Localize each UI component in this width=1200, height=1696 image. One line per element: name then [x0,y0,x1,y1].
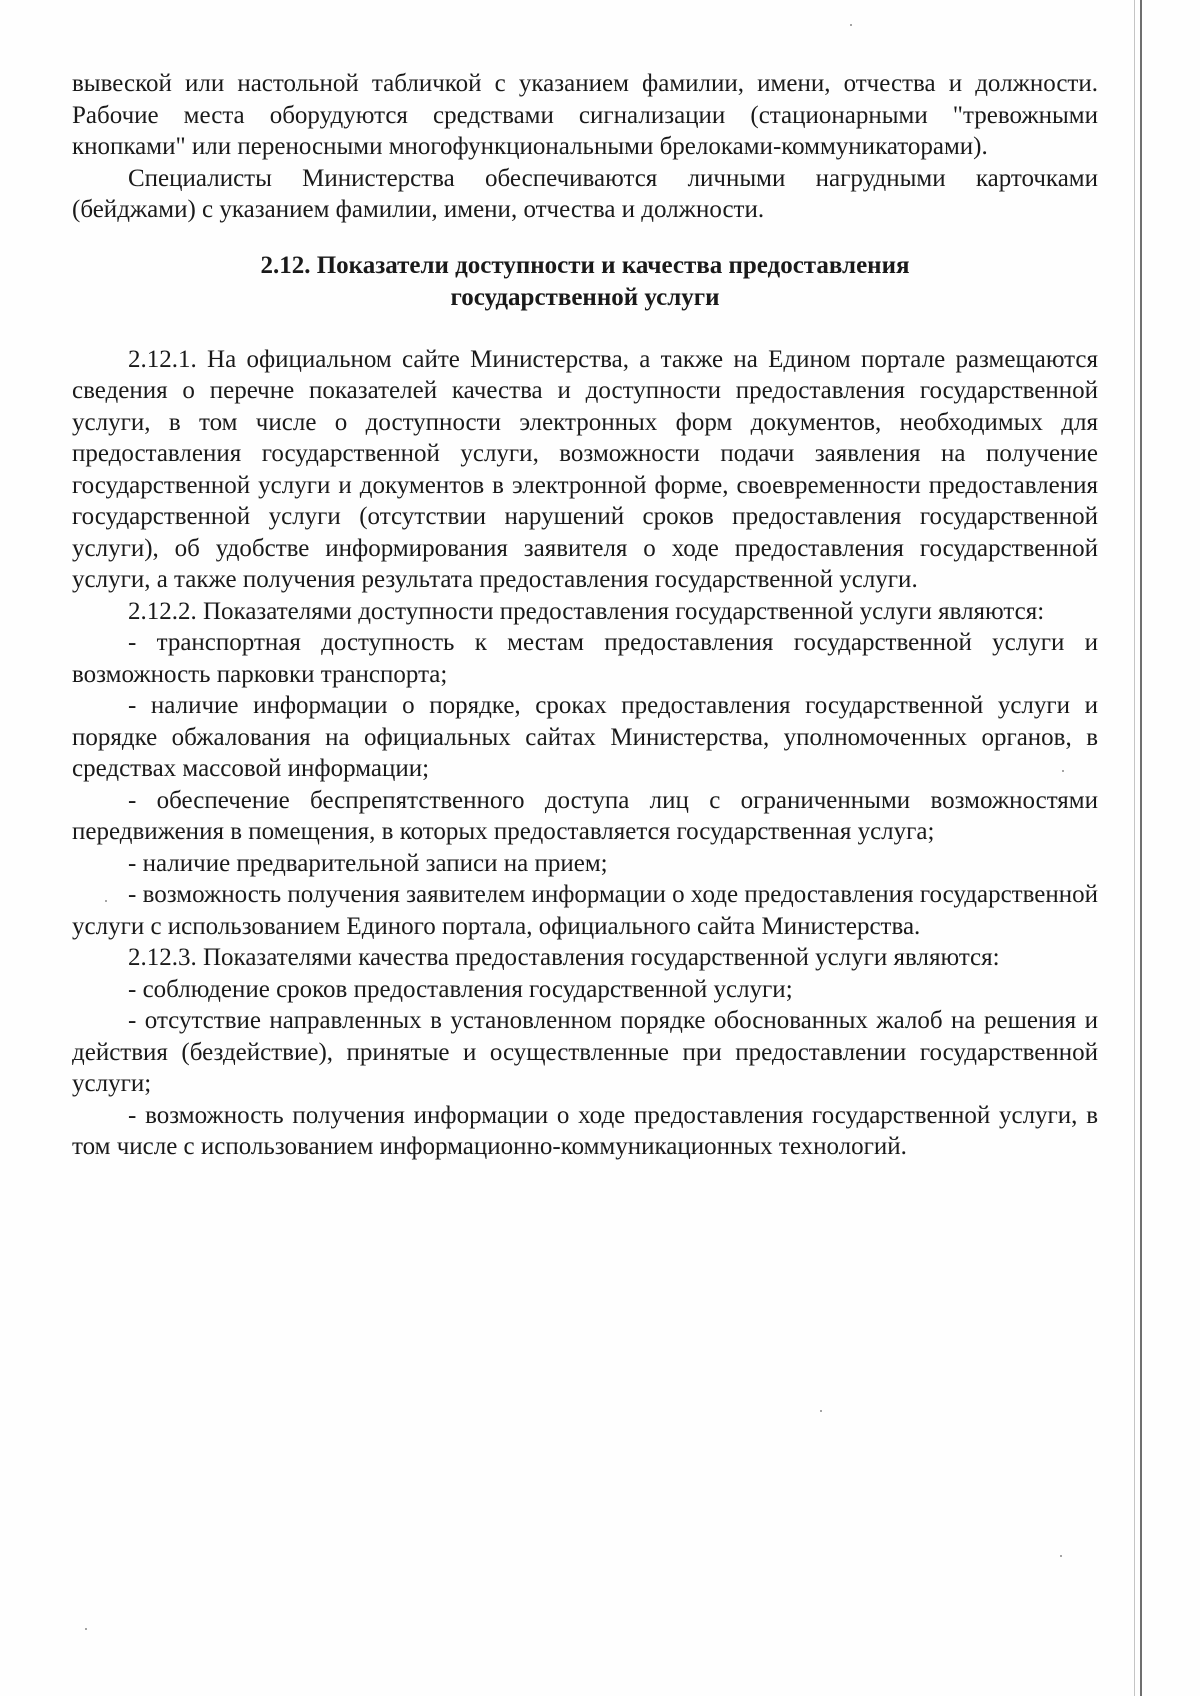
quality-list-item: - соблюдение сроков предоставления государственной услуги; [128,975,793,1003]
document-body [72,68,1098,1163]
scan-edge-shadow [1134,0,1135,1696]
section-heading-line-1: 2.12. Показатели доступности и качества предоставления [260,251,910,279]
paragraph-2-12-3: 2.12.3. Показателями качества предоставления государственной услуги являются: [128,944,1000,971]
intro-continuation-paragraph: вывеской или настольной табличкой с указанием фамилии, имени, отчества и должности. Рабочие места оборудуются средствами сигнализации (стационарными "тревожными кнопками" или переносными многофункциональными брелоками-коммуникаторами). [72,70,1098,160]
scan-speck [820,1410,822,1412]
badges-paragraph: Специалисты Министерства обеспечиваются личными нагрудными карточками (бейджами) с указанием фамилии, имени, отчества и должности. [72,164,1098,223]
scan-speck [850,24,852,26]
availability-list-item: - возможность получения заявителем информации о ходе предоставления государственной услуги с использованием Единого портала, официального сайта Министерства. [72,881,1098,940]
scan-edge-line [1140,0,1142,1696]
scan-speck [85,1628,87,1630]
paragraph-2-12-2: 2.12.2. Показателями доступности предоставления государственной услуги являются: [128,597,1045,625]
availability-list-item: - наличие информации о порядке, сроках предоставления государственной услуги и порядке обжалования на официальных сайтах Министерства, уполномоченных органов, в средствах массовой информации; [72,692,1098,782]
availability-list-item: - обеспечение беспрепятственного доступа лиц с ограниченными возможностями передвижения в помещения, в которых предоставляется государственная услуга; [72,786,1098,845]
availability-list-item: - наличие предварительной записи на прием; [128,849,608,877]
quality-list-item: - отсутствие направленных в установленном порядке обоснованных жалоб на решения и действия (бездействие), принятые и осуществленные при предоставлении государственной услуги; [72,1007,1098,1097]
paragraph-2-12-1: 2.12.1. На официальном сайте Министерства, а также на Едином портале размещаются сведения о перечне показателей качества и доступности предоставления государственной услуги, в том числе о доступности электронных форм документов, необходимых для предоставления государственной услуги, возможности подачи заявления на получение государственной услуги и документов в электронной форме, своевременности предоставления государственной услуги (отсутствии нарушений сроков предоставления государственной услуги), об удобстве информирования заявителя о ходе предоставления государственной услуги, а также получения результата предоставления государственной услуги. [72,345,1098,593]
availability-list-item: - транспортная доступность к местам предоставления государственной услуги и возможность парковки транспорта; [72,629,1098,688]
section-heading [72,250,1098,314]
quality-list-item: - возможность получения информации о ходе предоставления государственной услуги, в том числе с использованием информационно-коммуникационных технологий. [72,1101,1098,1160]
section-heading-line-2: государственной услуги [450,283,720,311]
scan-speck [1060,1555,1062,1557]
